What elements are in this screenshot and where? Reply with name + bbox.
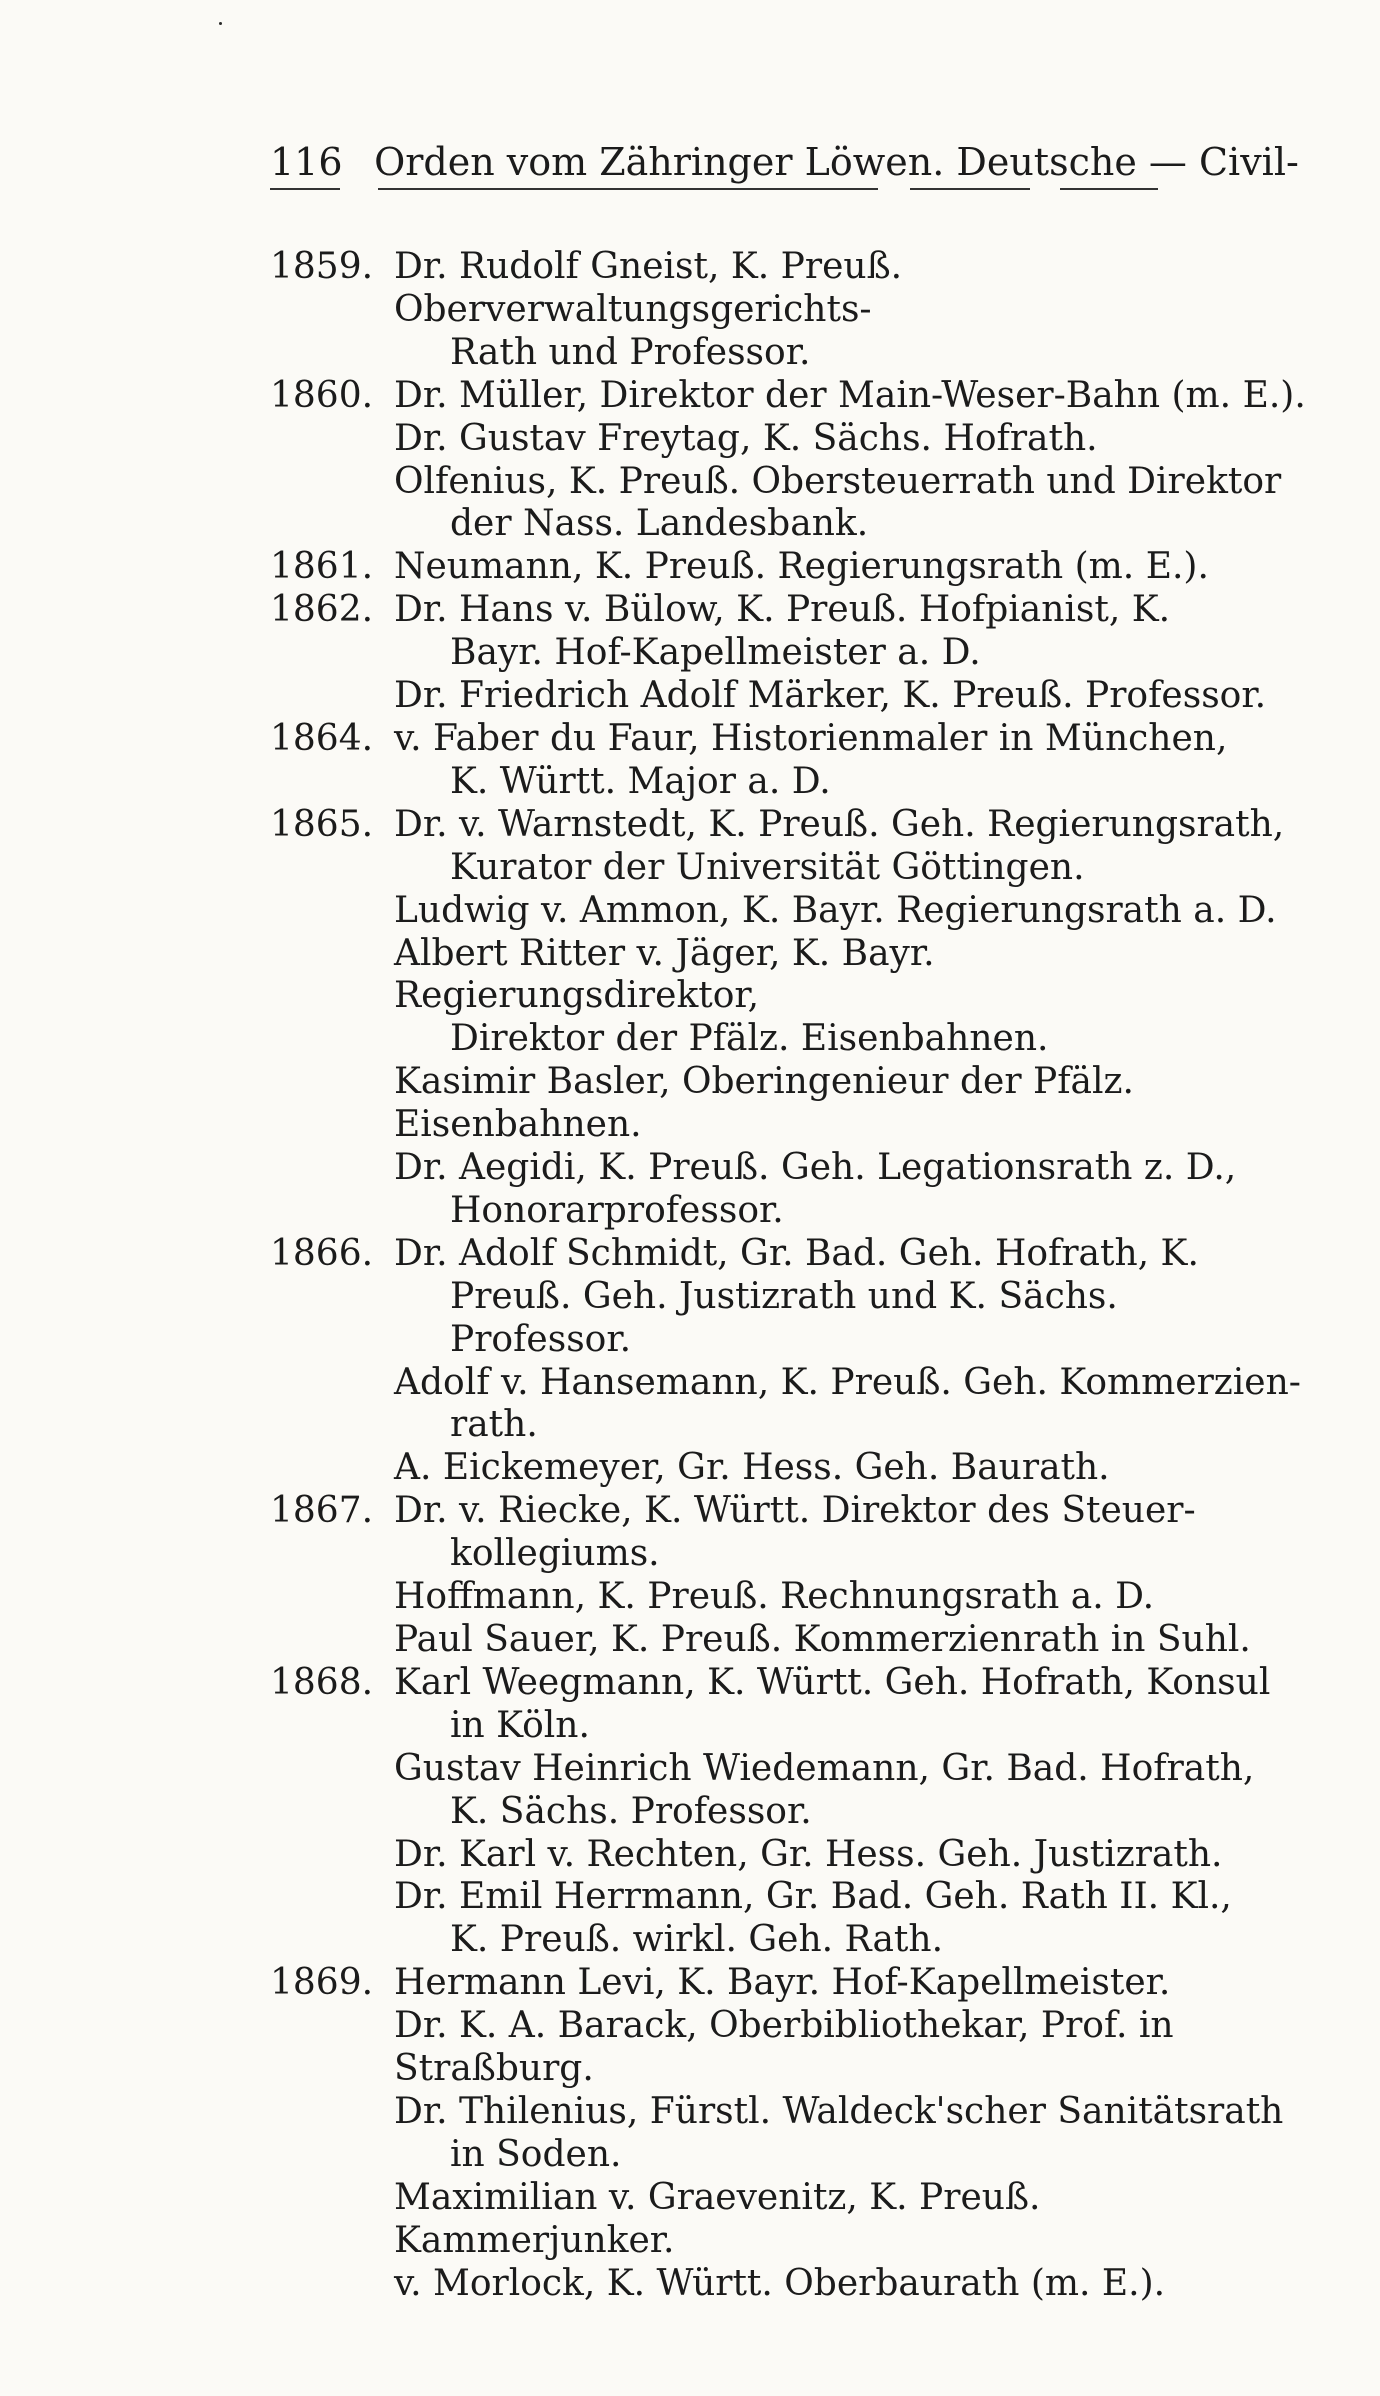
list-entry (270, 1619, 1310, 1662)
entry-continuation: Bayr. Hof-Kapellmeister a. D. (450, 632, 981, 674)
entry-line: Karl Weegmann, K. Württ. Geh. Hofrath, Konsul (394, 1661, 1271, 1703)
entry-line: Hermann Levi, K. Bayr. Hof-Kapellmeister. (394, 1962, 1171, 2004)
entry-continuation: Kurator der Universität Göttingen. (450, 846, 1085, 888)
year-group-1868 (270, 1662, 1310, 1962)
entry-line: Olfenius, K. Preuß. Obersteuerrath und Direktor (394, 460, 1282, 502)
list-entry (270, 890, 1310, 933)
list-entry (270, 1233, 1310, 1362)
list-entry (270, 1061, 1310, 1147)
entry-year: 1866. (270, 1232, 374, 1274)
entry-line: v. Morlock, K. Württ. Oberbaurath (m. E.). (394, 2262, 1166, 2304)
entry-line: Hoffmann, K. Preuß. Rechnungsrath a. D. (394, 1576, 1155, 1618)
entry-year: 1867. (270, 1490, 374, 1532)
entry-continuation: kollegiums. (450, 1533, 660, 1575)
entry-continuation: der Nass. Landesbank. (450, 503, 869, 545)
entry-line: Dr. Emil Herrmann, Gr. Bad. Geh. Rath II. Kl., (394, 1876, 1232, 1918)
year-group-1864 (270, 718, 1310, 804)
list-entry (270, 1748, 1310, 1834)
entry-line: Dr. Gustav Freytag, K. Sächs. Hofrath. (394, 417, 1098, 459)
entry-line: Paul Sauer, K. Preuß. Kommerzienrath in Suhl. (394, 1619, 1251, 1660)
list-entry (270, 2177, 1310, 2263)
header-rule-segment (270, 188, 340, 190)
list-entry (270, 589, 1310, 675)
entry-line: Albert Ritter v. Jäger, K. Bayr. Regierungsdirektor, (394, 932, 935, 1017)
page-number: 116 (270, 140, 343, 184)
list-entry (270, 1876, 1310, 1962)
list-entry (270, 933, 1310, 1062)
year-group-1869 (270, 1962, 1310, 2305)
year-group-1867 (270, 1490, 1310, 1662)
entry-line: v. Faber du Faur, Historienmaler in München, (394, 717, 1228, 759)
page-header (270, 134, 1299, 190)
entry-year: 1864. (270, 717, 374, 759)
list-entry (270, 1147, 1310, 1233)
list-entry (270, 1834, 1310, 1877)
entry-continuation: in Köln. (450, 1704, 590, 1746)
entry-continuation: K. Sächs. Professor. (450, 1790, 812, 1832)
entry-line: Dr. Aegidi, K. Preuß. Geh. Legationsrath z. D., (394, 1147, 1237, 1189)
print-speck (219, 22, 222, 25)
entry-line: Dr. K. A. Barack, Oberbibliothekar, Prof. in Straßburg. (394, 2005, 1174, 2090)
entry-continuation: Preuß. Geh. Justizrath und K. Sächs. Professor. (450, 1275, 1118, 1360)
year-group-1861 (270, 546, 1310, 589)
entry-year: 1860. (270, 374, 374, 416)
list-entry (270, 1490, 1310, 1576)
list-entry (270, 246, 1310, 375)
list-entry (270, 2005, 1310, 2091)
entry-continuation: in Soden. (450, 2133, 622, 2175)
list-entry (270, 1362, 1310, 1448)
entry-continuation: rath. (450, 1404, 538, 1446)
entry-continuation: K. Württ. Major a. D. (450, 760, 831, 802)
honours-list (270, 246, 1310, 2306)
entry-year: 1859. (270, 246, 374, 287)
entry-line: Maximilian v. Graevenitz, K. Preuß. Kammerjunker. (394, 2176, 1041, 2261)
list-entry (270, 1962, 1310, 2005)
entry-year: 1865. (270, 803, 374, 845)
entry-line: Ludwig v. Ammon, K. Bayr. Regierungsrath a. D. (394, 889, 1277, 931)
entry-line: Dr. v. Riecke, K. Württ. Direktor des Steuer- (394, 1490, 1196, 1532)
year-group-1866 (270, 1233, 1310, 1490)
list-entry (270, 546, 1310, 589)
entry-continuation: Direktor der Pfälz. Eisenbahnen. (450, 1018, 1049, 1060)
entry-line: Dr. Müller, Direktor der Main-Weser-Bahn (m. E.). (394, 374, 1306, 416)
entry-line: Dr. Friedrich Adolf Märker, K. Preuß. Professor. (394, 675, 1267, 717)
entry-line: Dr. v. Warnstedt, K. Preuß. Geh. Regierungsrath, (394, 803, 1285, 845)
list-entry (270, 2263, 1310, 2306)
header-rule-segment (910, 188, 1030, 190)
list-entry (270, 718, 1310, 804)
list-entry (270, 1576, 1310, 1619)
entry-continuation: Honorarprofessor. (450, 1189, 784, 1231)
entry-continuation: K. Preuß. wirkl. Geh. Rath. (450, 1919, 944, 1961)
entry-year: 1868. (270, 1661, 374, 1703)
entry-year: 1869. (270, 1962, 374, 2004)
running-head: Orden vom Zähringer Löwen. Deutsche — Civil- (374, 140, 1299, 184)
entry-line: Dr. Rudolf Gneist, K. Preuß. Oberverwaltungsgerichts- (394, 246, 903, 330)
year-group-1860 (270, 375, 1310, 547)
list-entry (270, 418, 1310, 461)
list-entry (270, 804, 1310, 890)
entry-line: A. Eickemeyer, Gr. Hess. Geh. Baurath. (394, 1447, 1110, 1489)
header-rule-segment (1060, 188, 1158, 190)
entry-continuation: Rath und Professor. (450, 331, 811, 373)
entry-year: 1862. (270, 589, 374, 631)
year-group-1859 (270, 246, 1310, 375)
entry-line: Dr. Adolf Schmidt, Gr. Bad. Geh. Hofrath, K. (394, 1232, 1199, 1274)
entry-line: Dr. Thilenius, Fürstl. Waldeck'scher Sanitätsrath (394, 2090, 1284, 2132)
entry-line: Adolf v. Hansemann, K. Preuß. Geh. Kommerzien- (394, 1361, 1301, 1403)
header-rule-segment (378, 188, 878, 190)
list-entry (270, 375, 1310, 418)
entry-line: Kasimir Basler, Oberingenieur der Pfälz. Eisenbahnen. (394, 1061, 1134, 1146)
list-entry (270, 461, 1310, 547)
list-entry (270, 2091, 1310, 2177)
list-entry (270, 675, 1310, 718)
list-entry (270, 1662, 1310, 1748)
entry-line: Dr. Karl v. Rechten, Gr. Hess. Geh. Justizrath. (394, 1833, 1223, 1875)
year-group-1862 (270, 589, 1310, 718)
list-entry (270, 1447, 1310, 1490)
year-group-1865 (270, 804, 1310, 1233)
entry-year: 1861. (270, 546, 374, 588)
entry-line: Gustav Heinrich Wiedemann, Gr. Bad. Hofrath, (394, 1747, 1255, 1789)
entry-line: Dr. Hans v. Bülow, K. Preuß. Hofpianist, K. (394, 589, 1171, 631)
entry-line: Neumann, K. Preuß. Regierungsrath (m. E.). (394, 546, 1209, 588)
